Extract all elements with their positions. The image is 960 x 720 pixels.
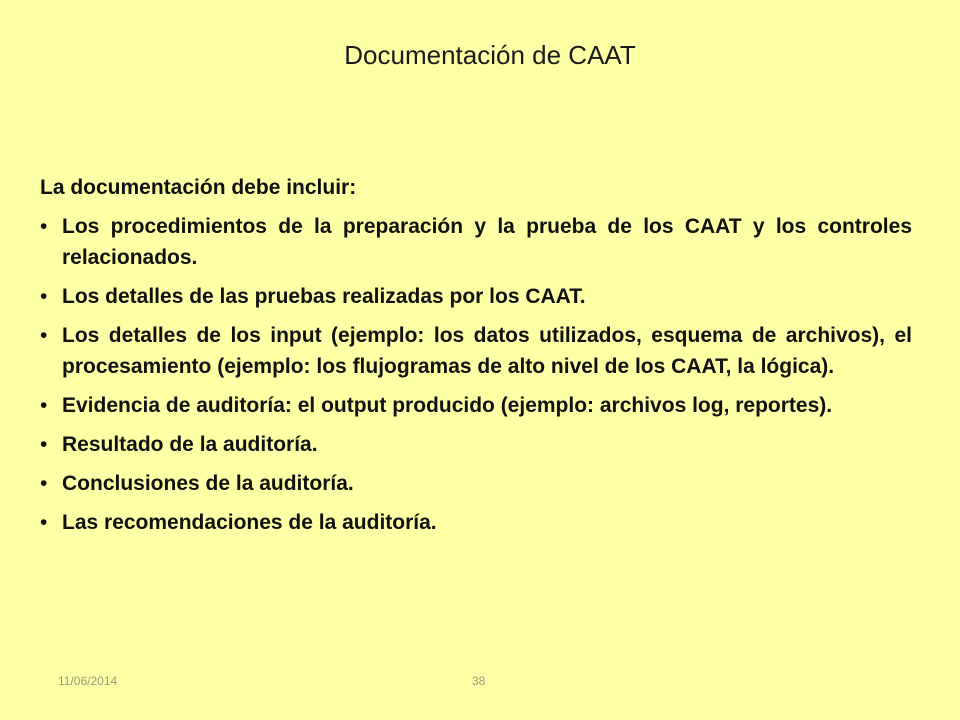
bullet-icon: •: [40, 324, 48, 347]
bullet-icon: •: [40, 433, 48, 456]
bullet-item: [40, 429, 912, 460]
bullet-icon: •: [40, 285, 48, 308]
bullet-icon: •: [40, 394, 48, 417]
bullet-text: Las recomendaciones de la auditoría.: [62, 511, 437, 534]
slide-content: [40, 172, 912, 546]
bullet-item: [40, 281, 912, 312]
intro-text: La documentación debe incluir:: [40, 176, 357, 199]
bullet-icon: •: [40, 215, 48, 238]
bullet-item: [40, 468, 912, 499]
bullet-list: [40, 211, 912, 538]
bullet-text: Los detalles de los input (ejemplo: los datos utilizados, esquema de archivos), el procesamiento (ejemplo: los flujogramas de alto nivel de los CAAT, la lógica).: [62, 324, 912, 378]
bullet-icon: •: [40, 511, 48, 534]
bullet-item: [40, 507, 912, 538]
footer-date: 11/06/2014: [58, 674, 118, 688]
bullet-item: [40, 390, 912, 421]
bullet-item: [40, 320, 912, 382]
bullet-text: Resultado de la auditoría.: [62, 433, 318, 456]
bullet-text: Los procedimientos de la preparación y la prueba de los CAAT y los controles relacionados.: [62, 215, 912, 269]
bullet-item: [40, 211, 912, 273]
bullet-icon: •: [40, 472, 48, 495]
slide-title: Documentación de CAAT: [344, 40, 636, 70]
footer-page-number: 38: [472, 674, 486, 688]
bullet-text: Los detalles de las pruebas realizadas por los CAAT.: [62, 285, 586, 308]
bullet-text: Conclusiones de la auditoría.: [62, 472, 354, 495]
bullet-text: Evidencia de auditoría: el output producido (ejemplo: archivos log, reportes).: [62, 394, 833, 417]
